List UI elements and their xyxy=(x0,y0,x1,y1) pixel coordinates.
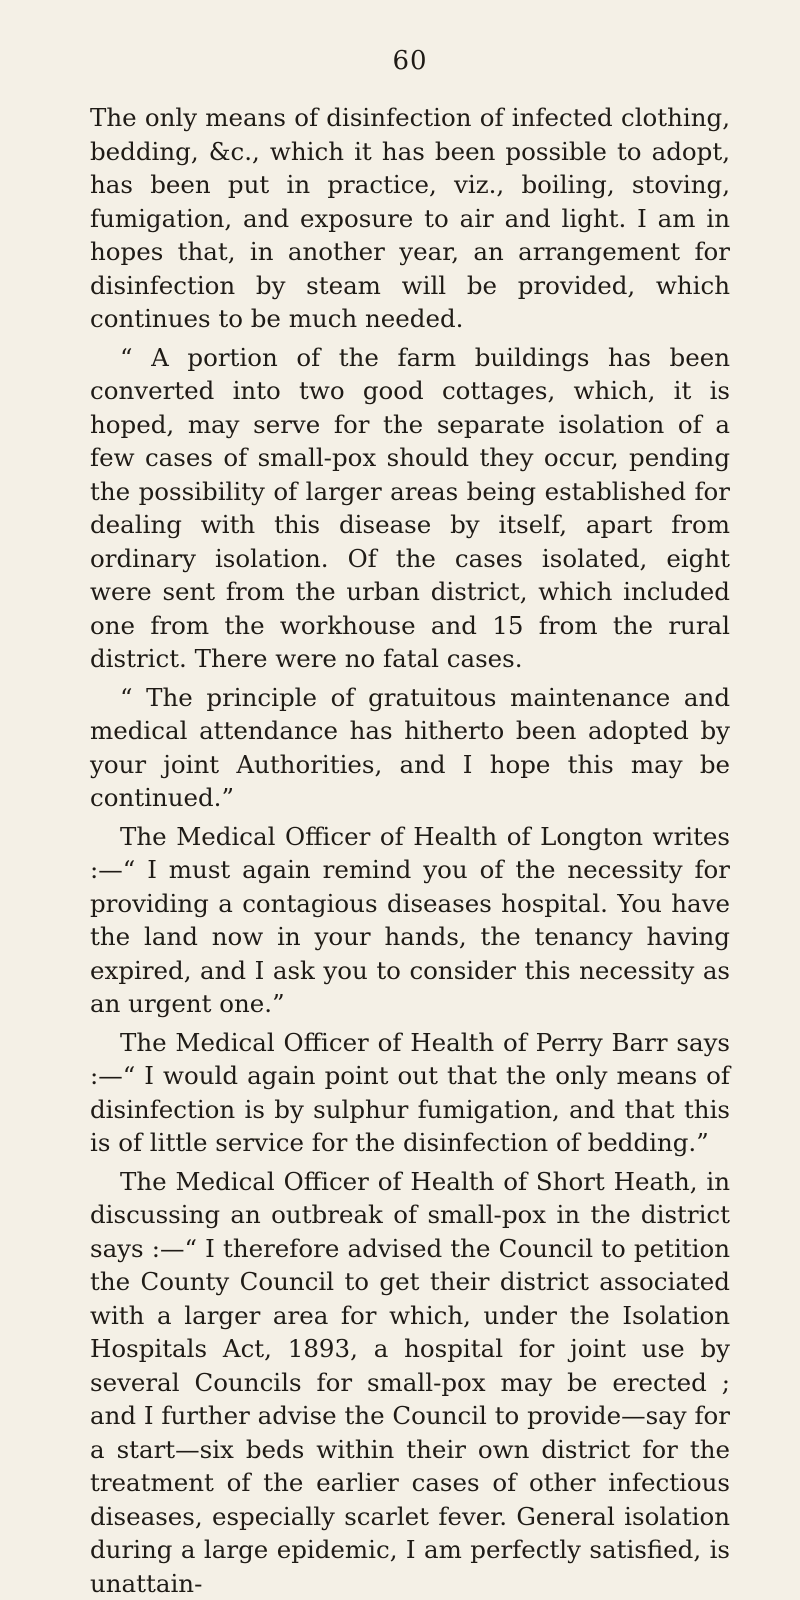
paragraph-gratuitous-maintenance: “ The principle of gratuitous maintenance and medical attendance has hitherto been adopted by your joint Authorities, and I hope this may be continued.” xyxy=(90,681,730,815)
page-number: 60 xyxy=(90,0,730,76)
paragraph-short-heath: The Medical Officer of Health of Short Heath, in discussing an outbreak of small-pox in the district says :—“ I therefore advised the Council to petition the County Council to get their district associated with a larger area for which, under the Isolation Hospitals Act, 1893, a hospital for joint use by several Councils for small-pox may be erected ; and I further advise the Council to provide—say for a start—six beds within their own district for the treatment of the earlier cases of other infectious diseases, especially scarlet fever. General isolation during a large epidemic, I am perfectly satisfied, is unattain- xyxy=(90,1165,730,1600)
paragraph-longton: The Medical Officer of Health of Longton writes :—“ I must again remind you of the necessity for providing a contagious diseases hospital. You have the land now in your hands, the tenancy having expired, and I ask you to consider this necessity as an urgent one.” xyxy=(90,820,730,1021)
paragraph-perry-barr: The Medical Officer of Health of Perry Barr says :—“ I would again point out that the only means of disinfection is by sulphur fumigation, and that this is of little service for the disinfection of bedding.” xyxy=(90,1026,730,1160)
body-text xyxy=(90,101,730,1600)
paragraph-disinfection-methods: The only means of disinfection of infected clothing, bedding, &c., which it has been possible to adopt, has been put in practice, viz., boiling, stoving, fumigation, and exposure to air and light. I am in hopes that, in another year, an arrangement for disinfection by steam will be provided, which continues to be much needed. xyxy=(90,101,730,336)
paragraph-farm-cottages: “ A portion of the farm buildings has been converted into two good cottages, which, it is hoped, may serve for the separate isolation of a few cases of small-pox should they occur, pending the possibility of larger areas being established for dealing with this disease by itself, apart from ordinary isolation. Of the cases isolated, eight were sent from the urban district, which included one from the workhouse and 15 from the rural district. There were no fatal cases. xyxy=(90,341,730,676)
